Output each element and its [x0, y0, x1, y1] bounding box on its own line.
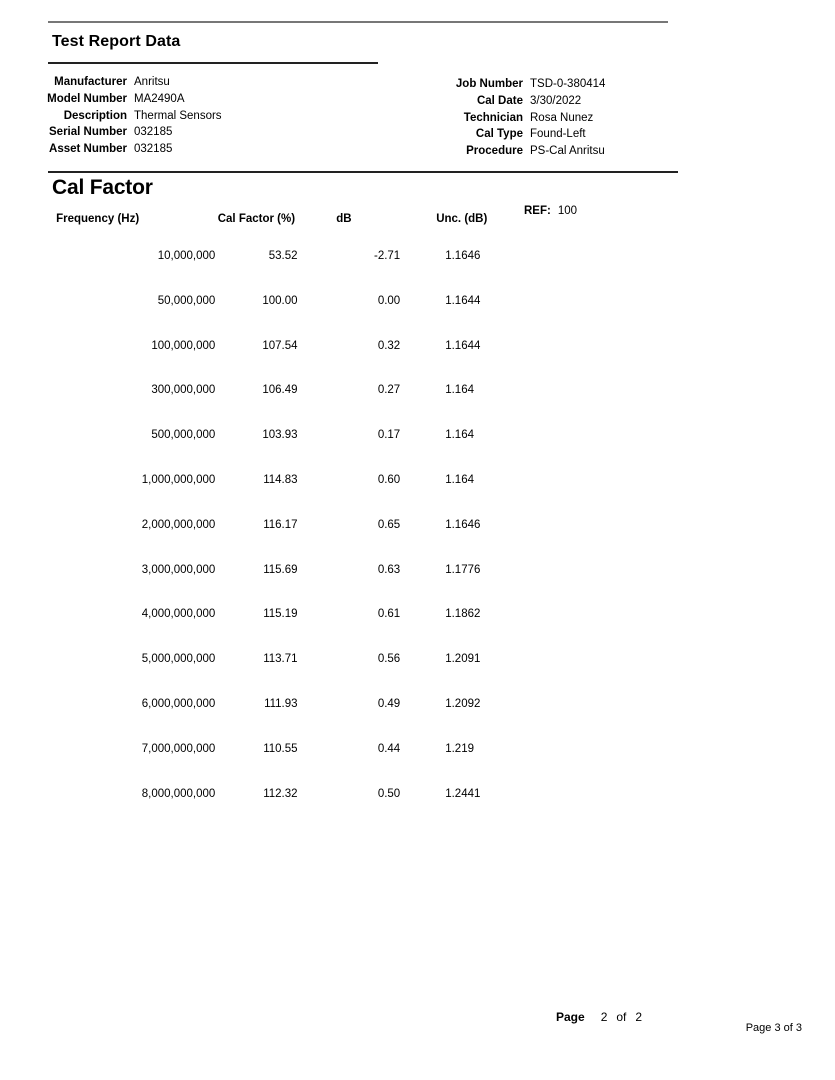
cell-frequency: 300,000,000 — [151, 384, 216, 397]
device-info-block — [0, 74, 222, 158]
table-row — [0, 788, 835, 833]
cell-frequency: 4,000,000,000 — [141, 608, 216, 621]
info-label-cal-type: Cal Type — [475, 128, 523, 141]
info-label-technician: Technician — [463, 111, 523, 124]
cell-frequency: 8,000,000,000 — [141, 787, 216, 800]
column-header-cal-factor: Cal Factor (%) — [217, 213, 296, 225]
cell-db: 0.60 — [377, 473, 401, 486]
cell-db: 0.56 — [377, 653, 401, 666]
cell-db: 0.27 — [377, 384, 401, 397]
info-value-cal-date: 3/30/2022 — [530, 94, 582, 107]
info-row-manufacturer — [0, 74, 222, 91]
cell-frequency: 6,000,000,000 — [141, 697, 216, 710]
cell-cal-factor: 115.19 — [263, 608, 298, 621]
column-header-db: dB — [336, 213, 352, 225]
table-row — [0, 743, 835, 788]
cell-db: -2.71 — [373, 250, 401, 262]
table-row — [0, 384, 835, 429]
cell-uncertainty: 1.219 — [445, 742, 474, 755]
info-row-job-number — [372, 76, 605, 93]
info-label-serial-number: Serial Number — [49, 126, 127, 139]
cell-db: 0.61 — [377, 608, 401, 621]
cell-spacer — [538, 743, 835, 788]
cell-spacer — [538, 698, 835, 743]
cell-spacer — [538, 384, 835, 429]
info-row-serial-number — [0, 124, 222, 141]
cell-frequency: 5,000,000,000 — [141, 653, 216, 666]
cell-db: 0.44 — [377, 742, 401, 755]
cell-cal-factor: 112.32 — [263, 787, 298, 800]
info-value-asset-number: 032185 — [134, 143, 173, 156]
cell-spacer — [538, 519, 835, 564]
table-row — [0, 519, 835, 564]
report-title: Test Report Data — [52, 33, 181, 50]
table-row — [0, 231, 835, 295]
info-label-manufacturer: Manufacturer — [54, 76, 127, 88]
cell-spacer — [538, 474, 835, 519]
cell-uncertainty: 1.1644 — [445, 339, 481, 352]
footer-page-label: Page — [556, 1010, 585, 1024]
cell-uncertainty: 1.1646 — [445, 250, 481, 262]
cell-spacer — [538, 564, 835, 609]
info-value-manufacturer: Anritsu — [134, 76, 170, 88]
cell-spacer — [538, 653, 835, 698]
cell-uncertainty: 1.1776 — [445, 563, 481, 576]
job-info-block — [372, 76, 605, 160]
cell-uncertainty: 1.1646 — [445, 518, 481, 531]
cal-factor-section-title: Cal Factor — [52, 176, 153, 199]
reference-number: 100 — [557, 205, 578, 217]
cell-cal-factor: 107.54 — [262, 339, 298, 352]
info-label-description: Description — [63, 109, 127, 122]
column-header-spacer — [538, 213, 835, 231]
info-label-job-number: Job Number — [455, 78, 523, 90]
cell-db: 0.00 — [377, 294, 401, 307]
cell-frequency: 500,000,000 — [151, 429, 216, 442]
cell-db: 0.63 — [377, 563, 401, 576]
cell-db: 0.65 — [377, 518, 401, 531]
table-row — [0, 653, 835, 698]
top-divider — [48, 21, 668, 23]
column-header-uncertainty: Unc. (dB) — [436, 213, 488, 225]
cell-cal-factor: 110.55 — [263, 742, 298, 755]
cell-spacer — [538, 429, 835, 474]
table-row — [0, 340, 835, 385]
cell-cal-factor: 103.93 — [262, 429, 298, 442]
reference-label: REF: — [524, 205, 551, 217]
column-header-frequency: Frequency (Hz) — [56, 213, 140, 225]
cell-uncertainty: 1.164 — [445, 473, 474, 486]
info-value-serial-number: 032185 — [134, 126, 173, 139]
info-row-procedure — [372, 143, 605, 160]
table-body — [0, 231, 835, 832]
cell-uncertainty: 1.1862 — [445, 608, 481, 621]
cell-cal-factor: 111.93 — [264, 697, 298, 710]
footer-page-of: of — [616, 1010, 627, 1024]
cell-frequency: 100,000,000 — [151, 339, 216, 352]
info-label-model-number: Model Number — [47, 92, 127, 105]
info-row-asset-number — [0, 141, 222, 158]
info-label-cal-date: Cal Date — [476, 94, 523, 107]
cell-frequency: 7,000,000,000 — [141, 742, 216, 755]
cell-frequency: 50,000,000 — [157, 294, 216, 307]
cell-spacer — [538, 295, 835, 340]
cell-cal-factor: 106.49 — [262, 384, 298, 397]
cell-spacer — [538, 788, 835, 833]
info-value-model-number: MA2490A — [134, 92, 185, 105]
cell-db: 0.50 — [377, 787, 401, 800]
cell-uncertainty: 1.2441 — [445, 787, 481, 800]
info-value-job-number: TSD-0-380414 — [530, 78, 606, 90]
cell-frequency: 3,000,000,000 — [141, 563, 216, 576]
table-header — [0, 213, 835, 231]
cell-spacer — [538, 608, 835, 653]
footer-page-number: 2 — [600, 1010, 608, 1024]
cell-uncertainty: 1.2092 — [445, 697, 481, 710]
cell-spacer — [538, 340, 835, 385]
table-row — [0, 698, 835, 743]
cell-db: 0.49 — [377, 697, 401, 710]
cell-frequency: 2,000,000,000 — [141, 518, 216, 531]
table-row — [0, 564, 835, 609]
info-row-cal-date — [372, 93, 605, 110]
cell-spacer — [538, 231, 835, 295]
cell-uncertainty: 1.1644 — [445, 294, 481, 307]
cell-cal-factor: 114.83 — [263, 473, 298, 486]
cell-cal-factor: 113.71 — [263, 653, 298, 666]
cal-factor-table — [0, 213, 835, 832]
info-value-cal-type: Found-Left — [530, 128, 586, 141]
table-row — [0, 608, 835, 653]
footer-page-indicator — [556, 1010, 642, 1024]
info-value-procedure: PS-Cal Anritsu — [530, 145, 605, 158]
info-value-technician: Rosa Nunez — [530, 111, 594, 124]
info-label-asset-number: Asset Number — [49, 143, 127, 156]
table-row — [0, 295, 835, 340]
cell-cal-factor: 116.17 — [263, 518, 298, 531]
footer-page-total: 2 — [635, 1010, 643, 1024]
cell-cal-factor: 53.52 — [268, 250, 298, 262]
info-value-description: Thermal Sensors — [134, 109, 222, 122]
table-row — [0, 474, 835, 519]
cell-cal-factor: 100.00 — [262, 294, 298, 307]
info-row-cal-type — [372, 126, 605, 143]
cell-uncertainty: 1.164 — [445, 384, 474, 397]
cell-frequency: 1,000,000,000 — [141, 473, 216, 486]
cell-uncertainty: 1.2091 — [445, 653, 481, 666]
info-row-technician — [372, 110, 605, 127]
cell-frequency: 10,000,000 — [157, 250, 216, 262]
info-row-model-number — [0, 91, 222, 108]
cell-db: 0.17 — [377, 429, 401, 442]
info-label-procedure: Procedure — [466, 145, 523, 158]
footer-page-count: Page 3 of 3 — [745, 1022, 802, 1034]
cell-db: 0.32 — [377, 339, 401, 352]
cell-cal-factor: 115.69 — [263, 563, 298, 576]
table-row — [0, 429, 835, 474]
title-divider — [48, 62, 378, 64]
cal-factor-divider — [48, 171, 678, 173]
cell-uncertainty: 1.164 — [445, 429, 474, 442]
table-header-row — [0, 213, 835, 231]
info-row-description — [0, 108, 222, 125]
